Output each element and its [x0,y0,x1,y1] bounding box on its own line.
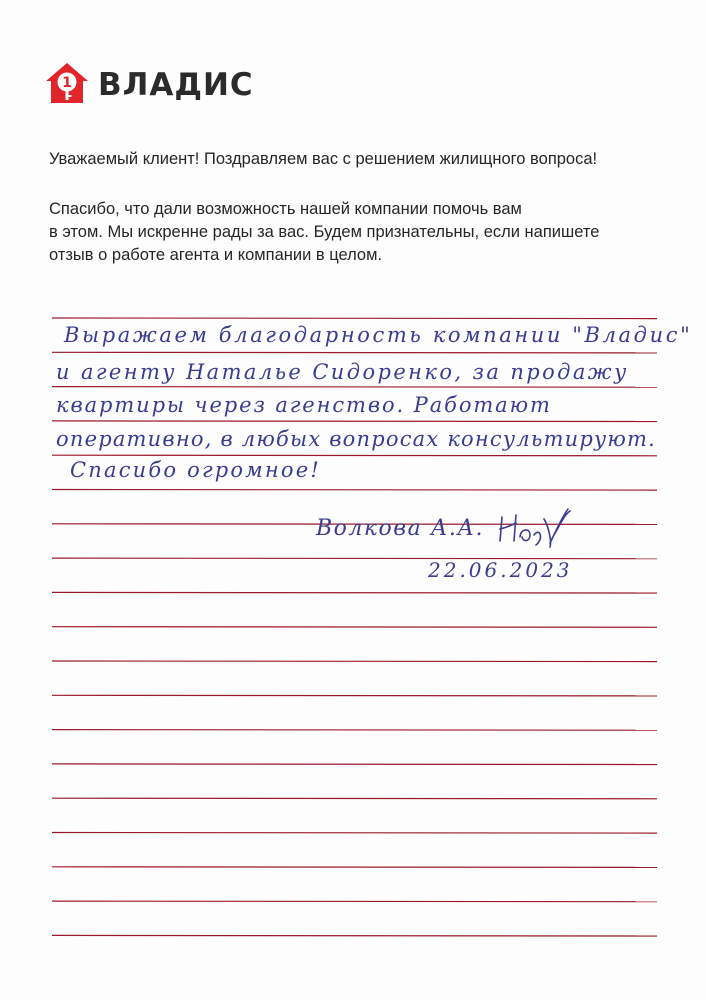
intro-paragraph [49,198,599,267]
ruled-line [52,387,657,388]
ruled-line [52,935,657,936]
intro-line: Спасибо, что дали возможность нашей компании помочь вам [49,200,522,218]
review-date: 22.06.2023 [428,558,573,582]
brand-name: ВЛАДИС [98,66,254,103]
intro-line: отзыв о работе агента и компании в целом. [49,246,383,264]
ruled-line [52,352,657,353]
ruled-line [52,798,657,799]
ruled-line [52,592,657,593]
signature-name: Волкова А.А. [316,516,485,541]
intro-line: в этом. Мы искренне рады за вас. Будем признательны, если напишете [49,223,600,241]
signature-scrawl [494,505,574,551]
ruled-line [52,833,657,834]
handwritten-line: и агенту Наталье Сидоренко, за продажу [56,360,629,384]
company-logo [44,60,254,106]
handwritten-line: квартиры через агенство. Работают [56,393,552,417]
ruled-line [52,730,657,731]
ruled-line [52,627,657,628]
handwritten-line: Выражаем благодарность компании "Владис" [64,323,693,347]
ruled-line [52,455,657,456]
ruled-line [52,421,657,422]
greeting-text: Уважаемый клиент! Поздравляем вас с решением жилищного вопроса! [49,150,598,168]
ruled-line [52,695,657,696]
ruled-line [52,318,657,319]
ruled-line [52,867,657,868]
handwritten-line: оперативно, в любых вопросах консультируют. [56,427,657,451]
ruled-line [52,661,657,662]
handwritten-line: Спасибо огромное! [70,458,322,482]
house-key-icon [44,61,90,105]
ruled-line [52,490,657,491]
ruled-line [52,901,657,902]
ruled-line [52,764,657,765]
logo-badge-number: 1 [62,75,72,91]
